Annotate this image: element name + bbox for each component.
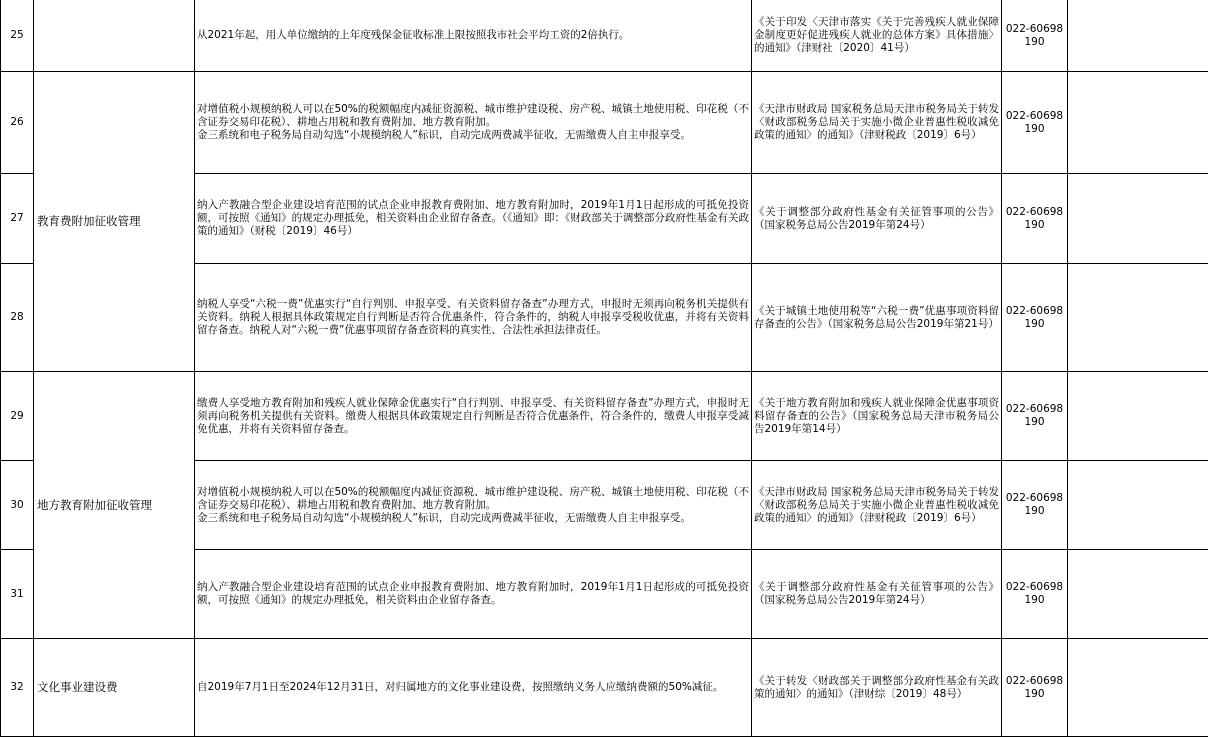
policy-content: 自2019年7月1日至2024年12月31日，对归属地方的文化事业建设费，按照缴纳义务人应缴纳费额的50%减征。 xyxy=(195,639,752,737)
remarks-cell xyxy=(1068,72,1208,174)
remarks-cell xyxy=(1068,550,1208,639)
remarks-cell xyxy=(1068,174,1208,264)
policy-basis: 《关于城镇土地使用税等“六税一费”优惠事项资料留存备查的公告》（国家税务总局公告2019年第21号） xyxy=(752,264,1002,372)
contact-phone: 022-60698190 xyxy=(1002,174,1068,264)
row-number: 31 xyxy=(1,550,34,639)
table-row xyxy=(1,0,1208,72)
category-cell: 文化事业建设费 xyxy=(34,639,195,737)
contact-phone: 022-60698190 xyxy=(1002,550,1068,639)
policy-basis: 《关于印发〈天津市落实《关于完善残疾人就业保障金制度更好促进残疾人就业的总体方案》具体措施〉的通知》（津财社〔2020〕41号） xyxy=(752,0,1002,72)
policy-content: 缴费人享受地方教育附加和残疾人就业保障金优惠实行“自行判别、申报享受、有关资料留存备查”办理方式，申报时无须再向税务机关提供有关资料。缴费人根据具体政策规定自行判断是否符合优惠条件，符合条件的，缴费人申报享受减免优惠，并将有关资料留存备查。 xyxy=(195,372,752,461)
row-number: 25 xyxy=(1,0,34,72)
policy-content: 对增值税小规模纳税人可以在50%的税额幅度内减征资源税、城市维护建设税、房产税、城镇土地使用税、印花税（不含证券交易印花税）、耕地占用税和教育费附加、地方教育附加。 金三系统和电子税务局自动勾选“小规模纳税人”标识，自动完成两费减半征收，无需缴费人自主申报享受。 xyxy=(195,461,752,550)
table-row xyxy=(1,639,1208,737)
policy-basis: 《关于调整部分政府性基金有关征管事项的公告》（国家税务总局公告2019年第24号） xyxy=(752,174,1002,264)
remarks-cell xyxy=(1068,264,1208,372)
policy-content: 纳入产教融合型企业建设培育范围的试点企业申报教育费附加、地方教育附加时，2019年1月1日起形成的可抵免投资额，可按照《通知》的规定办理抵免，相关资料由企业留存备查。（《通知》即：《财政部关于调整部分政府性基金有关政策的通知》（财税〔2019〕46号） xyxy=(195,174,752,264)
contact-phone: 022-60698190 xyxy=(1002,264,1068,372)
contact-phone: 022-60698190 xyxy=(1002,0,1068,72)
row-number: 27 xyxy=(1,174,34,264)
remarks-cell xyxy=(1068,0,1208,72)
remarks-cell xyxy=(1068,461,1208,550)
table-row xyxy=(1,72,1208,174)
remarks-cell xyxy=(1068,639,1208,737)
category-cell xyxy=(34,0,195,72)
contact-phone: 022-60698190 xyxy=(1002,639,1068,737)
row-number: 26 xyxy=(1,72,34,174)
policy-basis: 《关于转发〈财政部关于调整部分政府性基金有关政策的通知〉的通知》（津财综〔2019〕48号） xyxy=(752,639,1002,737)
policy-content: 纳入产教融合型企业建设培育范围的试点企业申报教育费附加、地方教育附加时，2019年1月1日起形成的可抵免投资额，可按照《通知》的规定办理抵免，相关资料由企业留存备查。 xyxy=(195,550,752,639)
policy-content: 纳税人享受“六税一费”优惠实行“自行判别、申报享受、有关资料留存备查”办理方式，申报时无须再向税务机关提供有关资料。纳税人根据具体政策规定自行判断是否符合优惠条件，符合条件的，纳税人申报享受税收优惠，并将有关资料留存备查。纳税人对“六税一费”优惠事项留存备查资料的真实性、合法性承担法律责任。 xyxy=(195,264,752,372)
row-number: 28 xyxy=(1,264,34,372)
contact-phone: 022-60698190 xyxy=(1002,372,1068,461)
row-number: 29 xyxy=(1,372,34,461)
remarks-cell xyxy=(1068,372,1208,461)
policy-content: 从2021年起，用人单位缴纳的上年度残保金征收标准上限按照我市社会平均工资的2倍执行。 xyxy=(195,0,752,72)
policy-basis: 《天津市财政局 国家税务总局天津市税务局关于转发〈财政部税务总局关于实施小微企业普惠性税收减免政策的通知〉的通知》（津财税政〔2019〕6号） xyxy=(752,461,1002,550)
policy-content: 对增值税小规模纳税人可以在50%的税额幅度内减征资源税、城市维护建设税、房产税、城镇土地使用税、印花税（不含证券交易印花税）、耕地占用税和教育费附加、地方教育附加。 金三系统和电子税务局自动勾选“小规模纳税人”标识，自动完成两费减半征收，无需缴费人自主申报享受。 xyxy=(195,72,752,174)
category-cell: 教育费附加征收管理 xyxy=(34,72,195,372)
contact-phone: 022-60698190 xyxy=(1002,461,1068,550)
policy-basis: 《关于地方教育附加和残疾人就业保障金优惠事项资料留存备查的公告》（国家税务总局天津市税务局公告2019年第14号） xyxy=(752,372,1002,461)
category-cell: 地方教育附加征收管理 xyxy=(34,372,195,639)
contact-phone: 022-60698190 xyxy=(1002,72,1068,174)
policy-basis: 《关于调整部分政府性基金有关征管事项的公告》（国家税务总局公告2019年第24号） xyxy=(752,550,1002,639)
table-row xyxy=(1,372,1208,461)
row-number: 30 xyxy=(1,461,34,550)
policy-basis: 《天津市财政局 国家税务总局天津市税务局关于转发〈财政部税务总局关于实施小微企业普惠性税收减免政策的通知〉的通知》（津财税政〔2019〕6号） xyxy=(752,72,1002,174)
row-number: 32 xyxy=(1,639,34,737)
